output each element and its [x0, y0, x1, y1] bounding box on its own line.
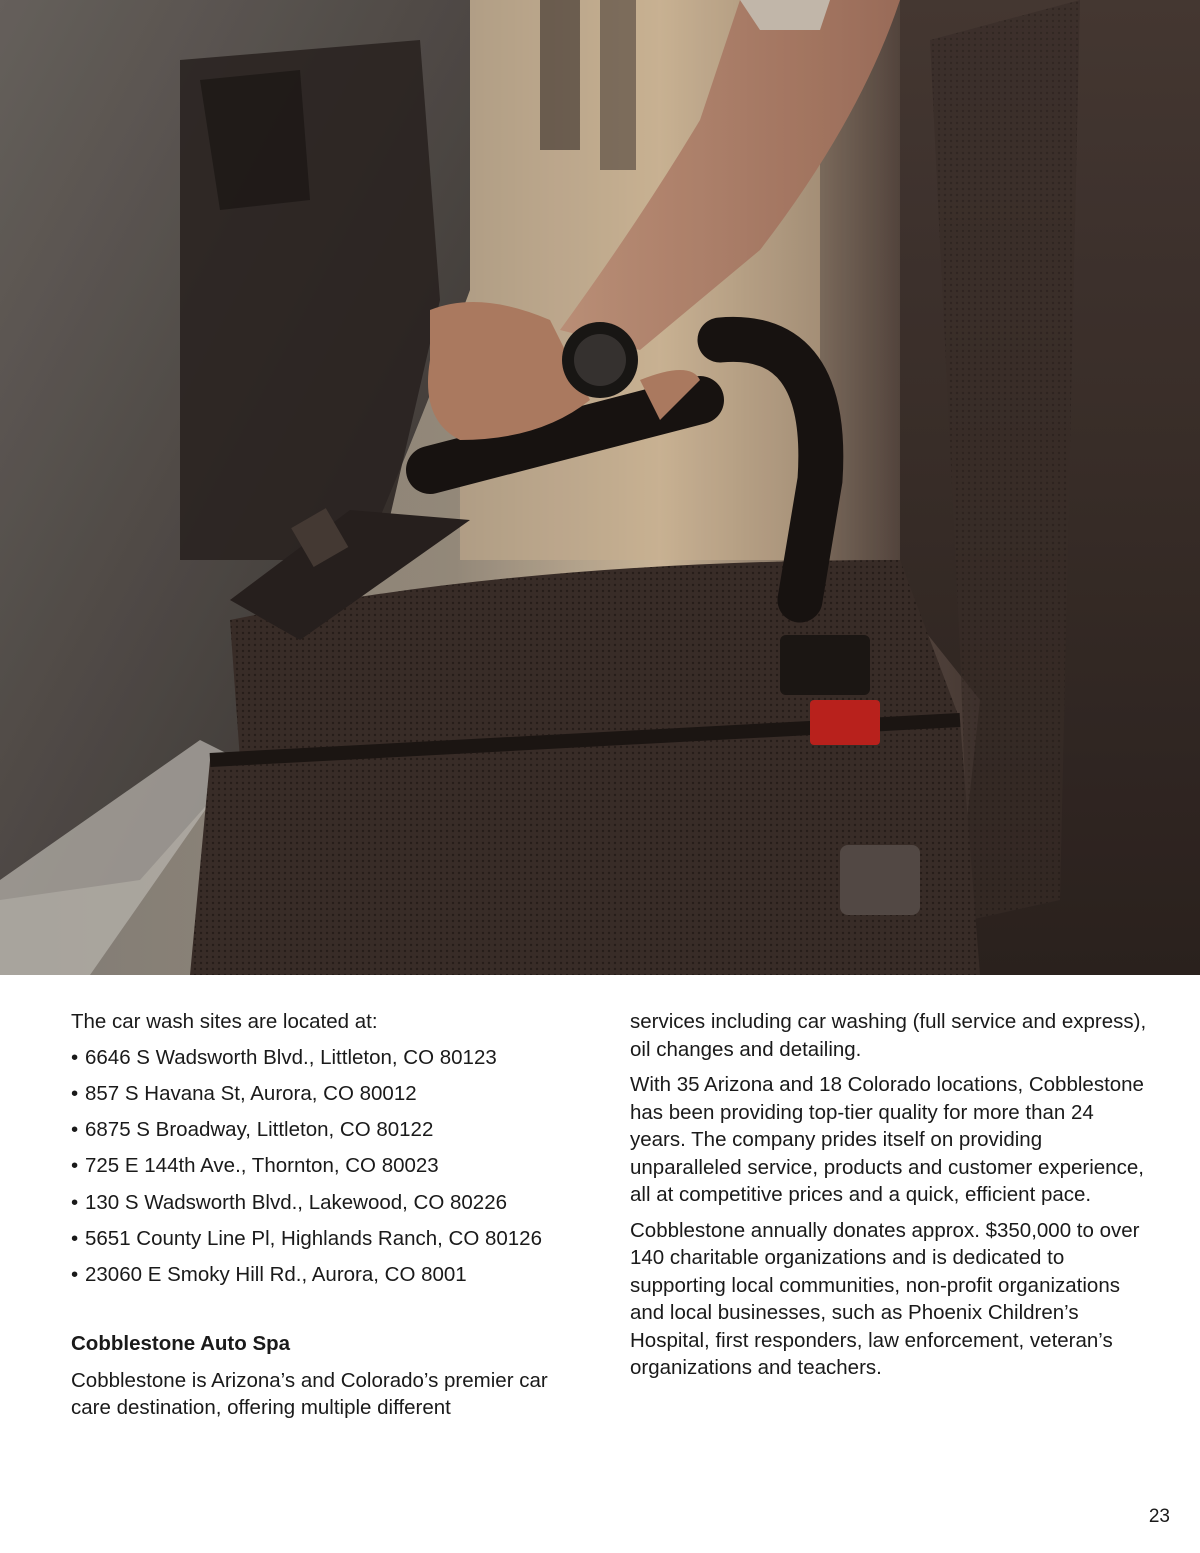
bullet: • — [71, 1118, 79, 1142]
sites-intro: The car wash sites are located at: — [71, 1010, 378, 1033]
sites-list — [71, 1044, 591, 1289]
body-paragraph: services including car washing (full service and express), oil changes and detailing. — [630, 1010, 1147, 1061]
body-paragraph: With 35 Arizona and 18 Colorado locations, Cobblestone has been providing top-tier quality for more than 24 years. The company prides itself on providing unparalleled service, products and customer experience, all at competitive prices and a quick, efficient pace. — [630, 1073, 1144, 1206]
bullet: • — [71, 1190, 79, 1214]
body-paragraph: Cobblestone is Arizona’s and Colorado’s premier car care destination, offering multiple different — [71, 1368, 548, 1420]
list-item — [71, 1152, 591, 1180]
list-item — [71, 1116, 591, 1144]
body-paragraph: Cobblestone annually donates approx. $350,000 to over 140 charitable organizations and is dedicated to supporting local communities, non-profit organizations and local businesses, such as Phoenix Children’s Hospital, first responders, law enforcement, veteran’s organizations and teachers. — [630, 1218, 1140, 1379]
site-address: 857 S Havana St, Aurora, CO 80012 — [85, 1081, 417, 1105]
list-item — [71, 1225, 591, 1253]
list-item — [71, 1261, 591, 1289]
site-address: 725 E 144th Ave., Thornton, CO 80023 — [85, 1154, 439, 1178]
bullet: • — [71, 1226, 79, 1250]
bullet: • — [71, 1081, 79, 1105]
bullet: • — [71, 1263, 79, 1287]
left-column — [71, 1008, 591, 1430]
site-address: 6875 S Broadway, Littleton, CO 80122 — [85, 1118, 434, 1142]
page-number: 23 — [1148, 1506, 1170, 1527]
site-address: 6646 S Wadsworth Blvd., Littleton, CO 80123 — [85, 1045, 497, 1069]
section-heading: Cobblestone Auto Spa — [71, 1331, 291, 1355]
list-item — [71, 1189, 591, 1217]
site-address: 5651 County Line Pl, Highlands Ranch, CO 80126 — [85, 1226, 542, 1250]
site-address: 130 S Wadsworth Blvd., Lakewood, CO 80226 — [85, 1190, 508, 1214]
bullet: • — [71, 1045, 79, 1069]
list-item — [71, 1080, 591, 1108]
right-column — [630, 1008, 1150, 1390]
site-address: 23060 E Smoky Hill Rd., Aurora, CO 8001 — [85, 1263, 467, 1287]
list-item — [71, 1044, 591, 1072]
bullet: • — [71, 1154, 79, 1178]
